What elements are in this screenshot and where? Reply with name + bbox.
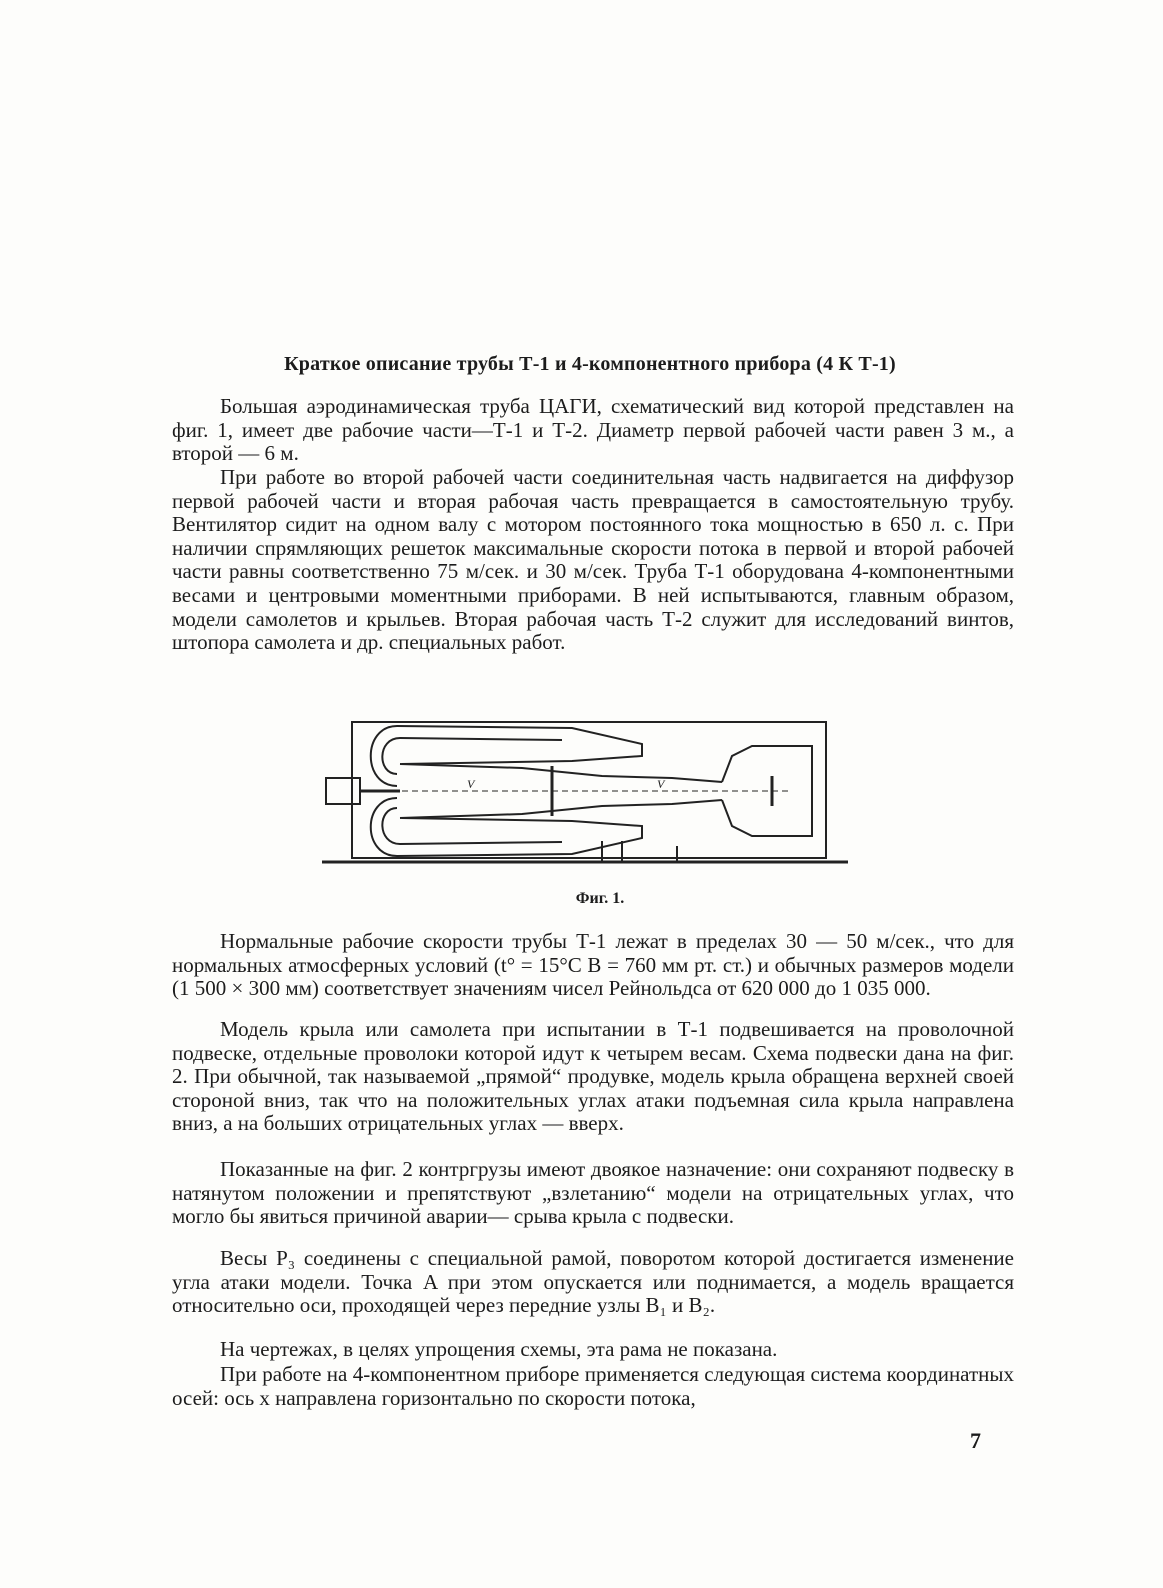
paragraph-4: Модель крыла или самолета при испытании в Т-1 подвешивается на проволочной подвеске, отдельные проволоки которой идут к четырем весам. Схема подвески дана на фиг. 2. При обычной, так называемой „прямой“ продувке, модель крыла обращена верхней своей стороной вниз, так что на положительных углах атаки подъемная сила крыла направлена вниз, а на больших отрицательных углах — вверх. [172,1017,1014,1136]
paragraph-3: Нормальные рабочие скорости трубы Т-1 лежат в пределах 30 — 50 м/сек., что для нормальных атмосферных условий (t° = 15°C B = 760 мм рт. ст.) и обычных размеров модели (1 500 × 300 мм) соответствует значениям чисел Рейнольдса от 620 000 до 1 035 000. [172,929,1014,1001]
paragraph-5: Показанные на фиг. 2 контргрузы имеют двоякое назначение: они сохраняют подвеску в натянутом положении и препятствуют „взлетанию“ модели на отрицательных углах, что могло бы явиться причиной аварии— срыва крыла с подвески. [172,1157,1014,1229]
paragraph-2: При работе во второй рабочей части соединительная часть надвигается на диффузор первой рабочей части и вторая рабочая часть превращается в самостоятельную трубу. Вентилятор сидит на одном валу с мотором постоянного тока мощностью в 650 л. с. При наличии спрямляющих решеток максимальные скорости потока в первой и второй рабочей части равны соответственно 75 м/сек. и 30 м/сек. Труба Т-1 оборудована 4-компонентными весами и центровыми моментными приборами. В ней испытываются, главным образом, модели самолетов и крыльев. Вторая рабочая часть Т-2 служит для исследований винтов, штопора самолета и др. специальных работ. [172,465,1014,655]
motor [326,778,360,804]
wind-tunnel-diagram [322,716,848,876]
building-outline [352,722,826,858]
velocity-label-1: V [467,777,475,791]
paragraph-6: Весы P₃ соединены с специальной рамой, поворотом которой достигается изменение угла атаки модели. Точка A при этом опускается или поднимается, а модель вращается относительно оси, проходящей через передние узлы B₁ и B₂. [172,1246,1014,1318]
paragraph-8: При работе на 4-компонентном приборе применяется следующая система координатных осей: ось x направлена горизонтально по скорости потока, [172,1362,1014,1410]
figure-caption: Фиг. 1. [575,890,625,907]
velocity-label-2: V [657,777,665,791]
section-heading: Краткое описание трубы Т-1 и 4-компонентного прибора (4 К Т-1) [284,353,896,375]
paragraph-1: Большая аэродинамическая труба ЦАГИ, схематический вид которой представлен на фиг. 1, имеет две рабочие части—Т-1 и Т-2. Диаметр первой рабочей части равен 3 м., а второй — 6 м. [172,394,1014,466]
paragraph-7: На чертежах, в целях упрощения схемы, эта рама не показана. [220,1337,778,1361]
upper-return-duct [371,726,642,786]
page-number: 7 [970,1428,981,1453]
